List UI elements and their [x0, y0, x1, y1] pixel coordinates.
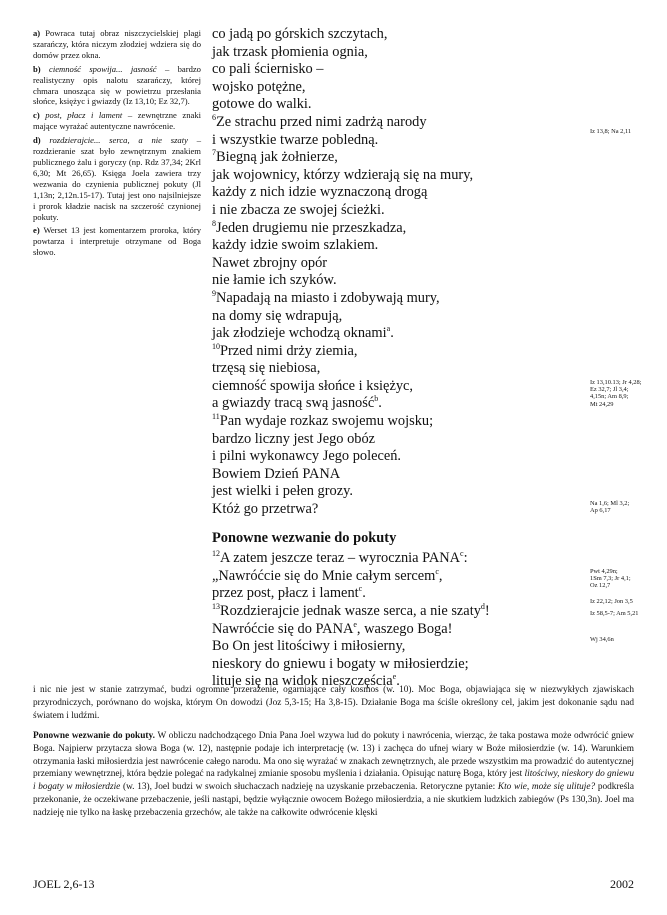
verse-number: 11: [212, 412, 220, 422]
section-heading: Ponowne wezwanie do pokuty: [212, 529, 397, 546]
verse-line: [212, 638, 572, 656]
verse-line-text: co jadą po górskich szczytach,: [212, 26, 388, 42]
verse-line-tail: .: [362, 585, 366, 602]
verse-line-text: lituje się na widok nieszczęścia: [212, 673, 393, 690]
footnote-text: Werset 13 jest komentarzem proroka, który powtarza i interpretuje otrzymane od Boga słowo.: [33, 225, 201, 258]
verse-line-text: jak wojownicy, którzy wdzierają się na mury,: [212, 166, 474, 183]
verse-line-text: jest wielki i pełen grozy.: [212, 483, 353, 500]
verse-line: [212, 466, 572, 484]
verse-number: 13: [212, 602, 220, 611]
cross-reference-line: 1Sm 7,3; Jr 4,1;: [590, 575, 631, 583]
verse-line-text: każdy idzie swoim szlakiem.: [212, 237, 379, 254]
footnote-text: – rozdzieranie szat było zewnętrznym znakiem publicznego żalu i goryczy (np. Rdz 37,34; 2Krl 6,30; Mt 26,65). Księga Joela zawiera trzy wezwania do czynienia publicznej pokuty (Jl 1,13n; 2,12n.15-17). Tutaj jest ono najsilniejsze i prorok kładzie nacisk na szczerość czynionej pokuty.: [33, 135, 201, 222]
verse-line-text: a gwiazdy tracą swą jasność: [212, 395, 375, 412]
cross-reference: [590, 610, 660, 617]
verse-line: [212, 448, 572, 466]
verse-number: 6: [212, 112, 216, 122]
verse-line: [212, 149, 572, 167]
commentary-paragraph: i nic nie jest w stanie zatrzymać, budzi ogromne przerażenie, ogarniające cały kosmos (w. 10). Moc Boga, objawiająca się w niezwykłych zjawiskach przyrodniczych, porównano do wojska, którym On dowodzi (Joz 5,3-15; Ha 3,8-15). Działanie Boga ma ściśle określony cel, jakim jest dokonanie sądu nad światem i ludźmi.: [33, 685, 634, 721]
verse-line: [212, 237, 572, 255]
footnote: [33, 110, 201, 132]
note-marker: a: [386, 324, 391, 334]
note-marker: c: [460, 549, 464, 559]
verse-line-tail: , waszego Boga!: [356, 620, 453, 637]
verse-line: [212, 395, 572, 413]
cross-reference: [590, 500, 660, 514]
cross-reference-line: 4,15n; Am 8,9;: [590, 393, 629, 401]
verse-line-text: i wszystkie twarze pobledną.: [212, 131, 379, 148]
footnote: [33, 28, 201, 61]
verse-line-text: Napadają na miasto i zdobywają mury,: [216, 289, 440, 306]
note-marker: c: [435, 566, 439, 576]
cross-reference-line: Na 1,6; Ml 3,2;: [590, 500, 630, 507]
verse-line-text: jak złodzieje wchodzą oknami: [212, 325, 387, 342]
verse-line: [212, 603, 572, 621]
verse-line-text: nieskory do gniewu i bogaty w miłosierdzie;: [212, 655, 469, 672]
verse-line-text: ciemność spowija słońce i księżyc,: [212, 377, 414, 394]
note-marker: b: [374, 394, 379, 404]
verse-line: [212, 483, 572, 501]
cross-reference: [590, 379, 660, 408]
verse-line: [212, 413, 572, 431]
verse-text: [212, 26, 572, 691]
verse-line: [212, 308, 572, 326]
footnote-quote: rozdzierajcie... serca, a nie szaty: [49, 135, 188, 146]
footnote-quote: ciemność spowija... jasność: [49, 63, 157, 74]
verse-line: [212, 184, 572, 202]
verse-line-text: jak trzask płomienia ognia,: [212, 43, 368, 60]
verse-block-2: [212, 550, 572, 691]
verse-line-text: przez post, płacz i lament: [212, 585, 359, 602]
verse-line-text: Bo On jest litościwy i miłosierny,: [212, 638, 406, 655]
commentary-heading: Ponowne wezwanie do pokuty.: [33, 730, 155, 741]
cross-reference-line: Iz 22,12; Jon 3,5: [590, 598, 633, 605]
verse-block-1: [212, 26, 572, 519]
cross-reference: [590, 128, 660, 135]
verse-number: 12: [212, 549, 220, 559]
verse-line: [212, 550, 572, 568]
verse-line: [212, 568, 572, 586]
cross-reference-line: Pwt 4,29n;: [590, 568, 618, 575]
verse-line: [212, 656, 572, 674]
page-number: 2002: [610, 877, 634, 891]
verse-number: 7: [212, 148, 216, 158]
note-marker: c: [358, 584, 363, 594]
verse-line-text: „Nawróćcie się do Mnie całym sercem: [212, 567, 436, 584]
footnote-label: b): [33, 63, 41, 74]
footnote-label: d): [33, 135, 41, 146]
footnote-label: a): [33, 28, 41, 38]
verse-line: [212, 325, 572, 343]
cross-reference: [590, 636, 660, 643]
verse-line-text: Rozdzierajcie jednak wasze serca, a nie szaty: [220, 603, 481, 619]
cross-reference-line: Wj 34,6n: [590, 636, 614, 643]
verse-line-text: i nie zbacza ze swojej ścieżki.: [212, 201, 385, 218]
verse-line-text: Jeden drugiemu nie przeszkadza,: [216, 219, 407, 236]
verse-line-tail: .: [390, 325, 394, 342]
verse-line: [212, 61, 572, 79]
verse-line: [212, 378, 572, 396]
verse-line-text: Przed nimi drży ziemia,: [220, 342, 358, 359]
verse-line-text: co pali ściernisko –: [212, 61, 324, 78]
cross-reference-line: Mt 24,29: [590, 400, 614, 408]
verse-line-tail: .: [378, 395, 382, 412]
verse-line: [212, 167, 572, 185]
verse-line-tail: ,: [438, 567, 443, 584]
verse-line: [212, 290, 572, 308]
footnote-quote: post, płacz i lament: [45, 110, 123, 121]
verse-number: 8: [212, 218, 216, 228]
note-marker: e: [353, 619, 357, 629]
verse-line-text: na domy się wdrapują,: [212, 307, 343, 324]
cross-reference-line: Iz 58,5-7; Am 5,21: [590, 610, 639, 617]
footnote-label: e): [33, 225, 40, 236]
footnote: [33, 135, 201, 222]
verse-line-text: i pilni wykonawcy Jego poleceń.: [212, 448, 402, 465]
verse-line-text: Pan wydaje rozkaz swojemu wojsku;: [219, 413, 434, 430]
verse-line: [212, 255, 572, 273]
verse-line-text: A zatem jeszcze teraz – wyrocznia PANA: [220, 550, 461, 567]
verse-line-text: Nawróćcie się do PANA: [212, 620, 354, 637]
verse-line: [212, 501, 572, 519]
verse-line: [212, 26, 572, 44]
cross-reference-line: Ez 32,7; Jl 3,4;: [590, 386, 629, 394]
verse-line-text: wojsko potężne,: [212, 78, 306, 95]
footnote-label: c): [33, 110, 40, 121]
footnotes: [33, 28, 201, 261]
verse-line-text: nie łamie ich szyków.: [212, 272, 337, 289]
note-marker: d: [480, 602, 485, 611]
verse-line: [212, 114, 572, 132]
verse-line-tail: .: [396, 673, 400, 690]
cross-reference-line: Iz 13,8; Na 2,11: [590, 128, 632, 135]
verse-line: [212, 431, 572, 449]
verse-line: [212, 272, 572, 290]
verse-line: [212, 621, 572, 639]
verse-line: [212, 79, 572, 97]
cross-reference-line: Ap 6,17: [590, 507, 611, 515]
verse-line-text: Biegną jak żołnierze,: [216, 149, 338, 166]
verse-line-tail: !: [484, 603, 490, 619]
commentary: [33, 684, 634, 827]
verse-line: [212, 44, 572, 62]
cross-reference: [590, 568, 660, 590]
footnote-text: Powraca tutaj obraz niszczycielskiej plagi szarańczy, która niczym złodziej wdziera się do domów przez okna.: [33, 28, 201, 60]
verse-line-text: gotowe do walki.: [212, 96, 312, 113]
verse-line-tail: :: [463, 550, 468, 567]
verse-line: [212, 585, 572, 603]
cross-reference: [590, 598, 660, 605]
verse-line: [212, 96, 572, 114]
verse-line-text: bardzo liczny jest Jego obóz: [212, 430, 376, 447]
verse-line-text: Któż go przetrwa?: [212, 501, 319, 518]
footnote: [33, 225, 201, 258]
verse-number: 9: [212, 288, 216, 298]
footnote-text: – bardzo realistyczny opis nalotu szarańczy, której chmara unosząca się w powietrzu przesłania słońce, księżyc i gwiazdy (Iz 13,10; Ez 32,7).: [33, 63, 201, 107]
cross-reference-line: Oz 12,7: [590, 582, 611, 590]
verse-line-text: Nawet zbrojny opór: [212, 254, 328, 271]
commentary-paragraph: Ponowne wezwanie do pokuty. W obliczu nadchodzącego Dnia Pana Joel wzywa lud do pokuty i nawrócenia, wierząc, że taka postawa może odwrócić gniew Boga. Najpierw przytacza słowa Boga (w. 12), następnie podaje ich interpretację (w. 13) i zachęca do ufnej wiary w Boże miłosierdzie (w. 14). Warunkiem otrzymania łaski miłosierdzia jest nawrócenie całego narodu. Ma ono się wyrażać w znakach zewnętrznych, ale przede wszystkim ma prowadzić do autentycznej przemiany wewnętrznej, która będzie polegać na radykalnej zmianie sposobu myślenia i działania. Opisując naturę Boga, który jest litościwy, nieskory do gniewu i bogaty w miłosierdzie (w. 13), Joel budzi w swoich słuchaczach nadzieję na uzyskanie przebaczenia. Retoryczne pytanie: Kto wie, może się ulituje? podkreśla przekonanie, że oczekiwane przebaczenie, jeśli nastąpi, będzie wyłącznie owocem Bożego miłosierdzia, a nie skutkiem ludzkich zabiegów (Ps 130,3n). Joel ma nadzieję nie tylko na łaskę przebaczenia grzechów, ale także na całkowite odwrócenie klęski: [33, 730, 635, 819]
running-head: JOEL 2,6-13: [33, 877, 95, 891]
note-marker: e: [392, 672, 397, 682]
verse-line-text: Ze strachu przed nimi zadrżą narody: [216, 113, 427, 130]
verse-line: [212, 132, 572, 150]
cross-reference-line: Iz 13,10.13; Jr 4,28;: [590, 379, 642, 386]
verse-line-text: Bowiem Dzień PANA: [212, 465, 341, 482]
verse-line-text: trzęsą się niebiosa,: [212, 360, 321, 377]
verse-number: 10: [212, 341, 220, 351]
footnote-text: – zewnętrzne znaki mające wyrażać autentyczne nawrócenie.: [33, 110, 201, 132]
verse-line: [212, 343, 572, 361]
verse-line: [212, 220, 572, 238]
verse-line: [212, 360, 572, 378]
verse-line: [212, 202, 572, 220]
footnote: [33, 64, 201, 108]
verse-line-text: każdy z nich idzie wyznaczoną drogą: [212, 184, 428, 201]
